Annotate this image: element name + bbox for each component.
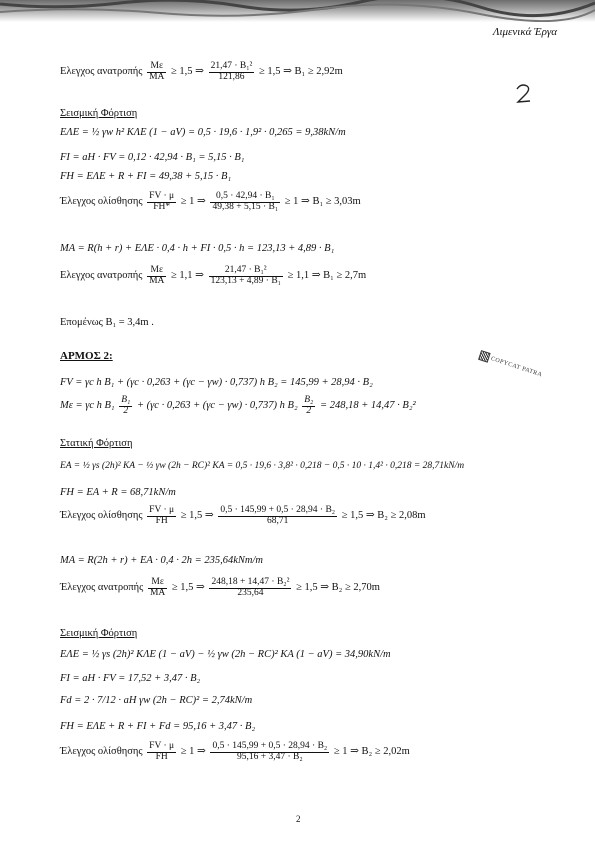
numerator: 0,5 · 145,99 + 0,5 · 28,94 · B₂ xyxy=(212,741,328,751)
section-static: Στατική Φόρτιση xyxy=(60,438,133,449)
numerator: 21,47 · B₁² xyxy=(210,61,253,71)
sliding-check-1 xyxy=(60,192,361,212)
equation-fh: FH = EΛΕ + R + FI = 49,38 + 5,15 · B₁ xyxy=(60,171,232,182)
numerator: Mε xyxy=(147,266,166,277)
handwritten-page-mark xyxy=(513,82,535,111)
fraction xyxy=(302,396,315,416)
handwritten-2-icon xyxy=(513,82,535,106)
overturning-check-2 xyxy=(60,266,366,286)
scan-top-border xyxy=(0,0,595,22)
equation-fi: FI = aH · FV = 0,12 · 42,94 · B₁ = 5,15 · B₁ xyxy=(60,152,245,163)
section-seismic-1: Σεισμική Φόρτιση xyxy=(60,108,138,119)
fraction xyxy=(148,578,167,598)
numerator: FV · μ xyxy=(149,505,175,515)
fraction xyxy=(147,62,166,82)
sliding-check-seismic-2 xyxy=(60,742,410,762)
equation-fd: Fd = 2 · 7/12 · aH γw (2h − RC)² = 2,74kN/m xyxy=(60,695,253,706)
stamp-logo-icon xyxy=(478,350,491,363)
equation-fh-static: FH = EA + R = 68,71kN/m xyxy=(60,487,176,498)
equation-ea: EA = ½ γs (2h)² KA − ½ γw (2h − RC)² KA = 0,5 · 19,6 · 3,8² · 0,218 − 0,5 · 10 · 1,4² · 0,218 = 28,71kN/m xyxy=(60,461,465,471)
equation-ma-static: MA = R(2h + r) + EA · 0,4 · 2h = 235,64kNm/m xyxy=(60,555,263,566)
equation-fv: FV = γc h B₁ + (γc · 0,263 + (γc − γw) · 0,737) h B₂ = 145,99 + 28,94 · B₂ xyxy=(60,377,373,388)
overturning-check-1 xyxy=(60,62,343,82)
numerator: 21,47 · B₁² xyxy=(209,266,283,277)
sliding-check-static xyxy=(60,506,426,526)
check-label: Ελεγχος ανατροπής xyxy=(60,65,143,77)
fraction xyxy=(147,742,176,762)
denominator: 95,16 + 3,47 · B₂ xyxy=(237,751,303,762)
result: ≥ 1,5 ⇒ B₁ ≥ 2,92m xyxy=(258,65,343,77)
equation-fi-2: FI = aH · FV = 17,52 + 3,47 · B₂ xyxy=(60,673,201,684)
numerator: 248,18 + 14,47 · B₂² xyxy=(211,577,290,587)
numerator: 0,5 · 145,99 + 0,5 · 28,94 · B₂ xyxy=(220,505,336,515)
term: + (γc · 0,263 + (γc − γw) · 0,737) h B₂ xyxy=(136,399,298,411)
equation-e-le: EΛΕ = ½ γw h² KΛΕ (1 − aV) = 0,5 · 19,6 · 1,9² · 0,265 = 9,38kN/m xyxy=(60,127,346,138)
result: ≥ 1,5 ⇒ B₂ ≥ 2,08m xyxy=(341,509,426,521)
denominator: 235,64 xyxy=(237,587,264,598)
overturning-check-static xyxy=(60,578,380,598)
result-b1: Επομένως B₁ = 3,4m . xyxy=(60,317,154,328)
equation-e-le-2: EΛΕ = ½ γs (2h)² KΛΕ (1 − aV) − ½ γw (2h − RC)² KA (1 − aV) = 34,90kN/m xyxy=(60,649,391,660)
denominator: MA xyxy=(149,275,165,286)
term: Mε = γc h B₁ xyxy=(60,399,115,411)
denominator: 68,71 xyxy=(267,515,289,526)
numerator: FV · μ xyxy=(149,741,175,751)
fraction xyxy=(209,62,255,82)
denominator: 123,13 + 4,89 · B₁ xyxy=(210,275,281,286)
denominator: 49,38 + 5,15 · B₁ xyxy=(212,201,279,212)
fraction xyxy=(209,266,283,286)
relation: ≥ 1 ⇒ xyxy=(180,195,206,207)
fraction xyxy=(209,578,291,598)
check-label: Έλεγχος ολίσθησης xyxy=(60,745,143,757)
equation-fh-2: FH = EΛΕ + R + FI + Fd = 95,16 + 3,47 · B₂ xyxy=(60,721,256,732)
fraction xyxy=(119,396,132,416)
check-label: Ελεγχος ανατροπής xyxy=(60,269,143,281)
denominator: 2 xyxy=(123,405,129,416)
section-seismic-2: Σεισμική Φόρτιση xyxy=(60,628,138,639)
check-label: Έλεγχος ανατροπής xyxy=(60,581,144,593)
numerator: 0,5 · 42,94 · B₁ xyxy=(210,192,280,203)
equation-ma: MA = R(h + r) + EΛΕ · 0,4 · h + FI · 0,5 · h = 123,13 + 4,89 · B₁ xyxy=(60,243,335,254)
result: ≥ 1,1 ⇒ B₁ ≥ 2,7m xyxy=(287,269,367,281)
relation: ≥ 1,5 ⇒ xyxy=(171,581,205,593)
page-number: 2 xyxy=(296,814,301,824)
result: ≥ 1 ⇒ B₁ ≥ 3,03m xyxy=(284,195,361,207)
numerator: B₁ xyxy=(121,395,131,405)
denominator: 2 xyxy=(306,405,312,416)
numerator: Mε xyxy=(148,578,167,589)
relation: ≥ 1,5 ⇒ xyxy=(180,509,214,521)
denominator: 121,86 xyxy=(218,71,245,82)
check-label: Έλεγχος ολίσθησης xyxy=(60,195,143,207)
fraction xyxy=(210,192,280,212)
document-header: Λιμενικά Έργα xyxy=(492,26,557,38)
denominator: MA xyxy=(149,71,165,82)
fraction xyxy=(147,192,176,212)
fraction xyxy=(218,506,337,526)
denominator: MA xyxy=(149,587,166,598)
copycat-stamp xyxy=(478,350,544,380)
result: ≥ 1,5 ⇒ B₂ ≥ 2,70m xyxy=(296,581,380,593)
relation: ≥ 1,5 ⇒ xyxy=(171,65,204,77)
check-label: Έλεγχος ολίσθησης xyxy=(60,509,143,521)
relation: ≥ 1,1 ⇒ xyxy=(171,269,204,281)
numerator: Mε xyxy=(147,62,166,73)
fraction xyxy=(147,506,176,526)
fraction xyxy=(210,742,329,762)
fraction xyxy=(147,266,166,286)
numerator: B₂ xyxy=(304,395,314,405)
denominator: FH* xyxy=(153,201,171,212)
denominator: FH xyxy=(155,515,168,526)
section-joint-2: ΑΡΜΟΣ 2: xyxy=(60,350,113,362)
equation-me xyxy=(60,396,416,416)
scan-noise xyxy=(0,0,595,22)
relation: ≥ 1 ⇒ xyxy=(180,745,206,757)
numerator: FV · μ xyxy=(149,191,175,201)
stamp-text: COPYCAT PATRA xyxy=(489,356,543,379)
result: = 248,18 + 14,47 · B₂² xyxy=(319,399,416,411)
denominator: FH xyxy=(155,751,168,762)
result: ≥ 1 ⇒ B₂ ≥ 2,02m xyxy=(333,745,410,757)
